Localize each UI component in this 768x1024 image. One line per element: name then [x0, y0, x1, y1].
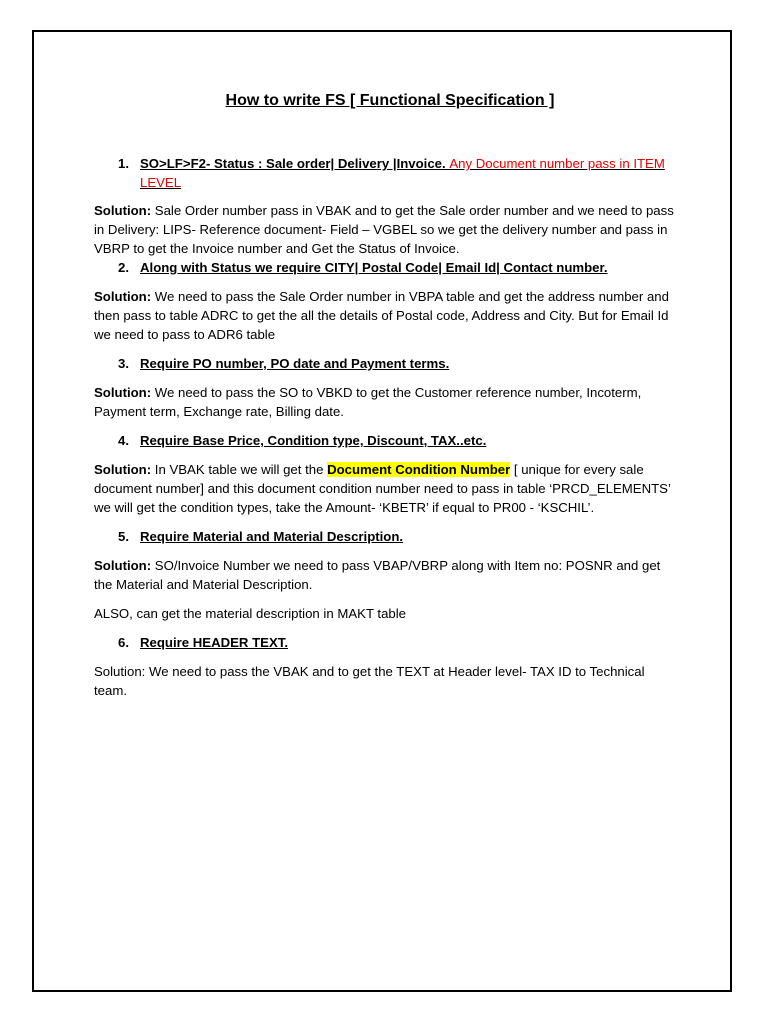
section-1-note: Any Document number pass in ITEM LEVEL — [140, 156, 665, 190]
section-1-heading — [118, 154, 674, 192]
section-1-solution — [94, 201, 674, 258]
document-body — [94, 90, 674, 700]
section-4-solution-label: Solution: — [94, 462, 152, 477]
section-4-solution-pre: In VBAK table we will get the — [151, 462, 328, 477]
section-6-solution: Solution: We need to pass the VBAK and to get the TEXT at Header level- TAX ID to Technical team. — [94, 664, 645, 698]
section-3-heading — [118, 354, 674, 373]
section-4-number: 4. — [118, 433, 129, 448]
section-6-title: Require HEADER TEXT. — [140, 635, 289, 650]
section-1-title: SO>LF>F2- Status : Sale order| Delivery |Invoice. — [140, 156, 450, 171]
section-3-solution — [94, 383, 674, 421]
section-4-solution — [94, 460, 674, 517]
section-6-heading — [118, 633, 674, 652]
section-5-heading — [118, 527, 674, 546]
section-1-number: 1. — [118, 156, 129, 171]
section-2-solution-label: Solution: — [94, 289, 152, 304]
section-5-solution — [94, 556, 674, 594]
section-5-solution-label: Solution: — [94, 558, 152, 573]
section-3-solution-label: Solution: — [94, 385, 152, 400]
section-3-number: 3. — [118, 356, 129, 371]
section-2-solution-text: We need to pass the Sale Order number in VBPA table and get the address number and then pass to table ADRC to get the all the details of Postal code, Address and City. But for Email Id we need to pass to ADR6 table — [94, 289, 669, 342]
section-6-number: 6. — [118, 635, 129, 650]
section-3-solution-text: We need to pass the SO to VBKD to get the Customer reference number, Incoterm, Payment term, Exchange rate, Billing date. — [94, 385, 642, 419]
section-1-solution-label: Solution: — [94, 203, 152, 218]
document-title: How to write FS [ Functional Specification ] — [225, 92, 555, 109]
section-4-heading — [118, 431, 674, 450]
section-2-title: Along with Status we require CITY| Postal Code| Email Id| Contact number. — [140, 260, 608, 275]
section-4-title: Require Base Price, Condition type, Discount, TAX..etc. — [140, 433, 487, 448]
highlighted-term: Document Condition Number — [327, 462, 511, 477]
section-5-extra: ALSO, can get the material description in MAKT table — [94, 606, 407, 621]
section-5-title: Require Material and Material Description. — [140, 529, 404, 544]
section-4-solution-post: [ unique for every sale document number] and this document condition number need to pass in table ‘PRCD_ELEMENTS’ we will get the condition types, take the Amount- ‘KBETR’ if equal to PR00 - ‘KSCHIL’. — [94, 462, 671, 515]
section-3-title: Require PO number, PO date and Payment terms. — [140, 356, 450, 371]
section-5-solution-text: SO/Invoice Number we need to pass VBAP/VBRP along with Item no: POSNR and get the Material and Material Description. — [94, 558, 661, 592]
section-2-solution — [94, 287, 674, 344]
page-frame — [32, 30, 732, 992]
section-2-number: 2. — [118, 260, 129, 275]
section-2-heading — [118, 258, 674, 277]
section-1-solution-text: Sale Order number pass in VBAK and to get the Sale order number and we need to pass in Delivery: LIPS- Reference document- Field – VGBEL so we get the delivery number and pass in VBRP to get the Invoice number and Get the Status of Invoice. — [94, 203, 674, 256]
section-5-number: 5. — [118, 529, 129, 544]
